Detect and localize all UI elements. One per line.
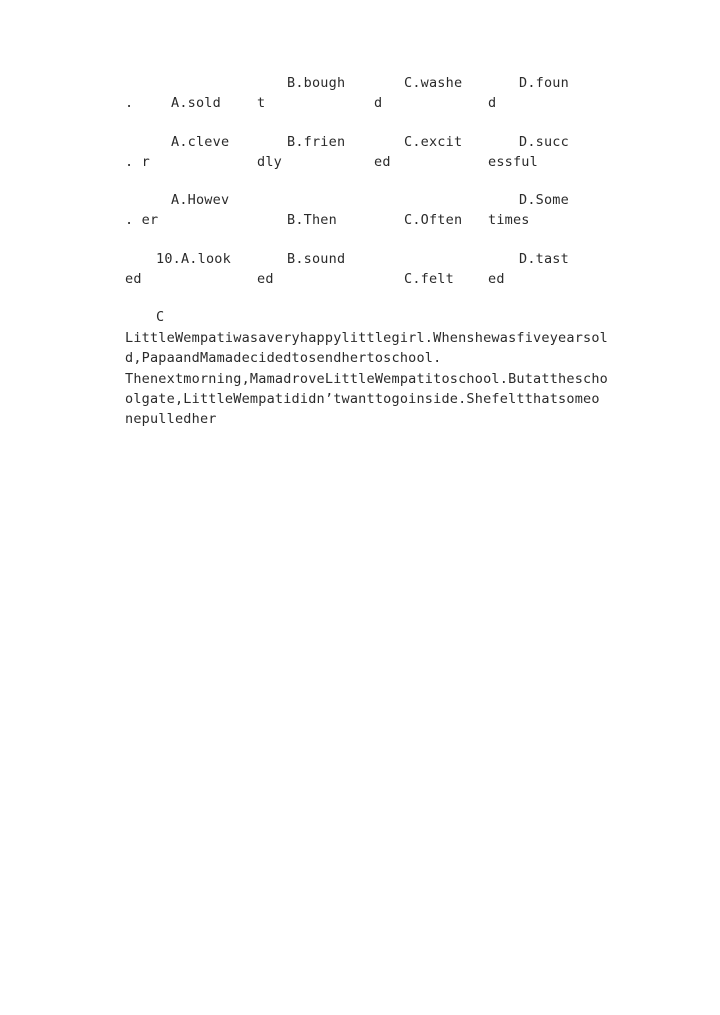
q7-option-d-part1: D.foun <box>519 75 569 91</box>
q10-option-a-part1: 10.A.look <box>156 251 231 267</box>
q9-option-d-part1: D.Some <box>519 192 569 208</box>
q10-option-a-part2: ed <box>125 271 142 287</box>
q8-option-a-part1: A.cleve <box>171 134 230 150</box>
q9-option-d-part2: times <box>488 212 530 228</box>
q9-option-a-part1: A.Howev <box>171 192 230 208</box>
q7-number-dot: . <box>125 95 134 111</box>
q8-option-b-part2: dly <box>257 154 282 170</box>
passage-line: Thenextmorning,MamadroveLittleWempatitoschool.Butattheschо <box>125 370 609 387</box>
q10-option-d-part1: D.tast <box>519 251 569 267</box>
q7-option-b-part1: B.bough <box>287 75 346 91</box>
q10-option-d-part2: ed <box>488 271 505 287</box>
passage-line: nepulledher <box>125 411 217 428</box>
q8-option-b-part1: B.frien <box>287 134 346 150</box>
q7-option-b-part2: t <box>257 95 266 111</box>
q8-option-c-part1: C.excit <box>404 134 463 150</box>
q8-option-a-part2: . r <box>125 154 150 170</box>
q8-option-c-part2: ed <box>374 154 391 170</box>
passage-label: C <box>156 309 165 325</box>
passage-line: olgate,LittleWempatididn’twanttogoinside.Shefeltthatsomeo <box>125 390 600 407</box>
q9-option-b: B.Then <box>287 212 337 228</box>
passage-line: LittleWempatiwasaveryhappylittlegirl.Whenshewasfiveyearsol <box>125 330 609 346</box>
q8-option-d-part2: essful <box>488 154 538 170</box>
q7-option-d-part2: d <box>488 95 497 111</box>
q10-option-b-part2: ed <box>257 271 274 287</box>
q8-option-d-part1: D.succ <box>519 134 569 150</box>
passage-line: d,PapaandMamadecidedtosendhertoschool. <box>125 350 442 367</box>
q9-option-c: C.Often <box>404 212 463 228</box>
q7-option-c-part1: C.washe <box>404 75 463 91</box>
q7-option-a: A.sold <box>171 95 221 111</box>
q9-option-a-part2: . er <box>125 212 159 228</box>
q10-option-b-part1: B.sound <box>287 251 346 267</box>
passage-body <box>125 328 609 429</box>
q10-option-c: C.felt <box>404 271 454 287</box>
q7-option-c-part2: d <box>374 95 383 111</box>
